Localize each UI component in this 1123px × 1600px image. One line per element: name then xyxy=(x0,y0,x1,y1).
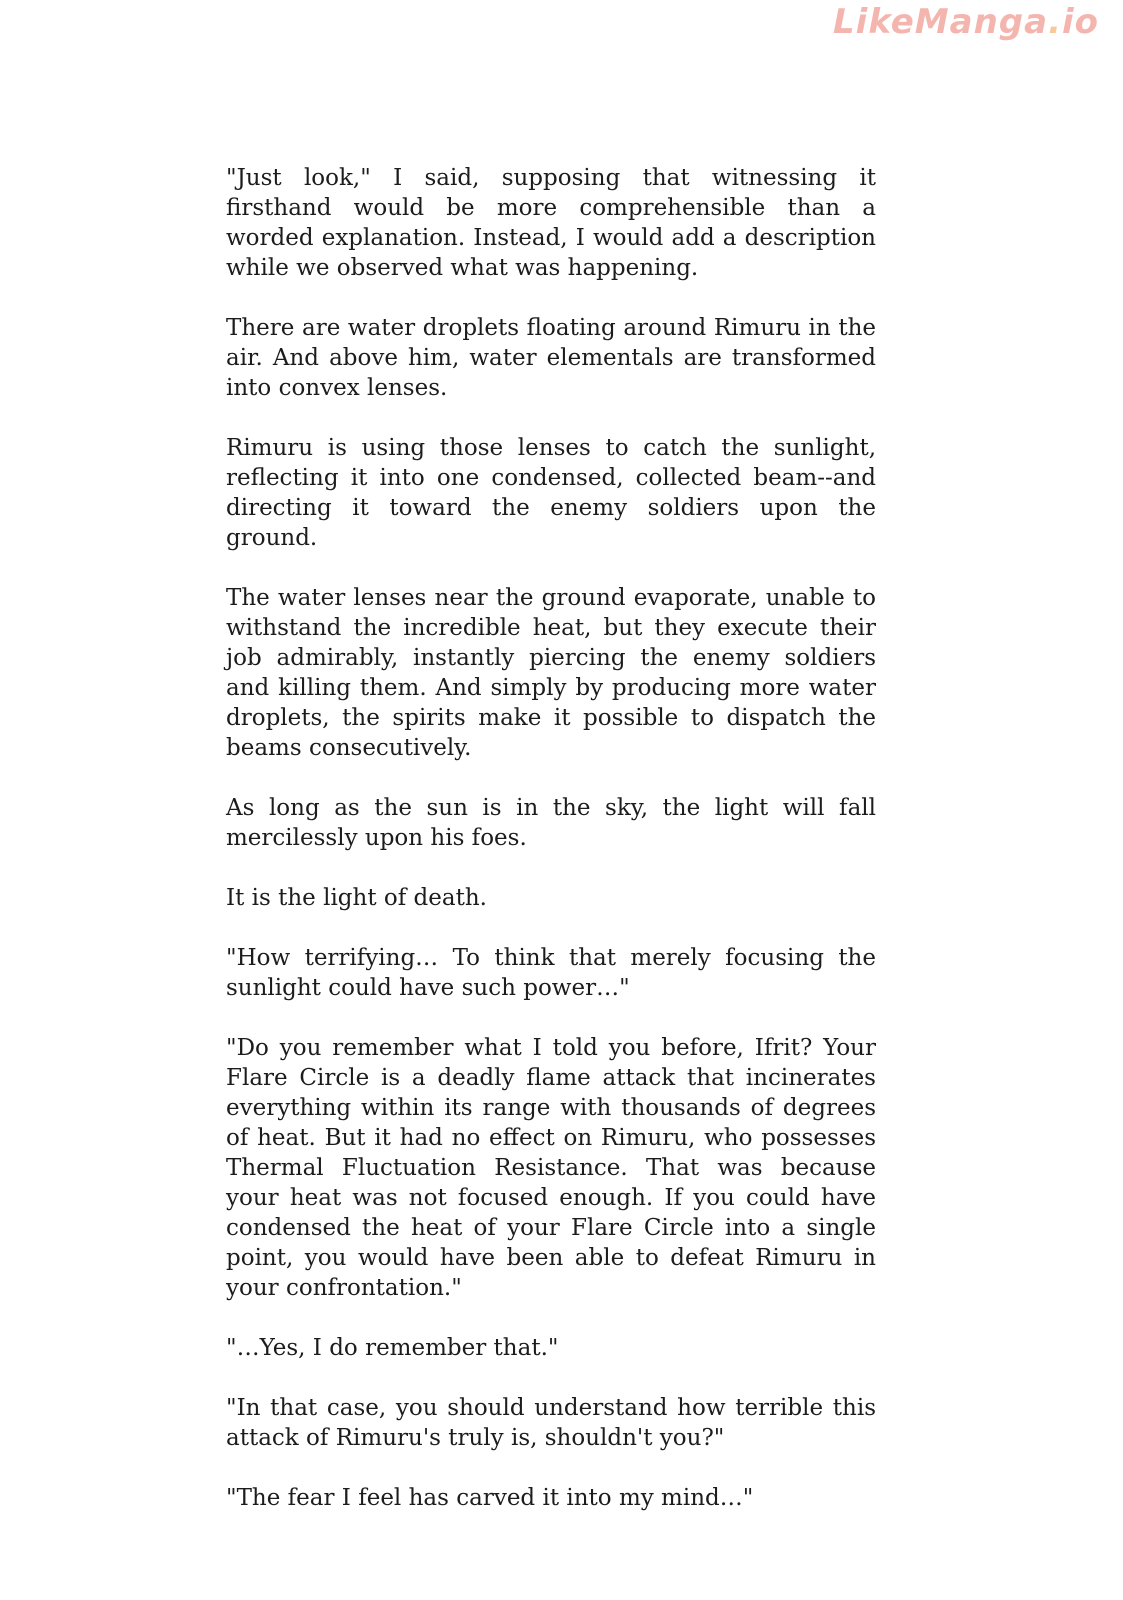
paragraph: "…Yes, I do remember that." xyxy=(226,1335,559,1361)
watermark-dot: . xyxy=(1048,2,1062,42)
site-watermark xyxy=(833,2,1099,42)
paragraph: As long as the sun is in the sky, the light will fall mercilessly upon his foes. xyxy=(226,795,876,851)
page-text xyxy=(226,163,876,1543)
paragraph: The water lenses near the ground evaporate, unable to withstand the incredible heat, but they execute their job admirably, instantly piercing the enemy soldiers and killing them. And simply by producing more water droplets, the spirits make it possible to dispatch the beams consecutively. xyxy=(226,585,876,761)
paragraph: There are water droplets floating around Rimuru in the air. And above him, water elementals are transformed into convex lenses. xyxy=(226,315,876,401)
paragraph: "Do you remember what I told you before, Ifrit? Your Flare Circle is a deadly flame attack that incinerates everything within its range with thousands of degrees of heat. But it had no effect on Rimuru, who possesses Thermal Fluctuation Resistance. That was because your heat was not focused enough. If you could have condensed the heat of your Flare Circle into a single point, you would have been able to defeat Rimuru in your confrontation." xyxy=(226,1035,876,1301)
paragraph: "Just look," I said, supposing that witnessing it firsthand would be more comprehensible than a worded explanation. Instead, I would add a description while we observed what was happening. xyxy=(226,165,876,281)
watermark-text-left: LikeManga xyxy=(833,2,1049,42)
paragraph: "How terrifying… To think that merely focusing the sunlight could have such power…" xyxy=(226,945,876,1001)
paragraph: "In that case, you should understand how terrible this attack of Rimuru's truly is, shouldn't you?" xyxy=(226,1395,876,1451)
paragraph: It is the light of death. xyxy=(226,885,487,911)
paragraph: Rimuru is using those lenses to catch the sunlight, reflecting it into one condensed, collected beam--and directing it toward the enemy soldiers upon the ground. xyxy=(226,435,876,551)
paragraph: "The fear I feel has carved it into my mind…" xyxy=(226,1485,754,1511)
watermark-text-right: io xyxy=(1061,2,1099,42)
